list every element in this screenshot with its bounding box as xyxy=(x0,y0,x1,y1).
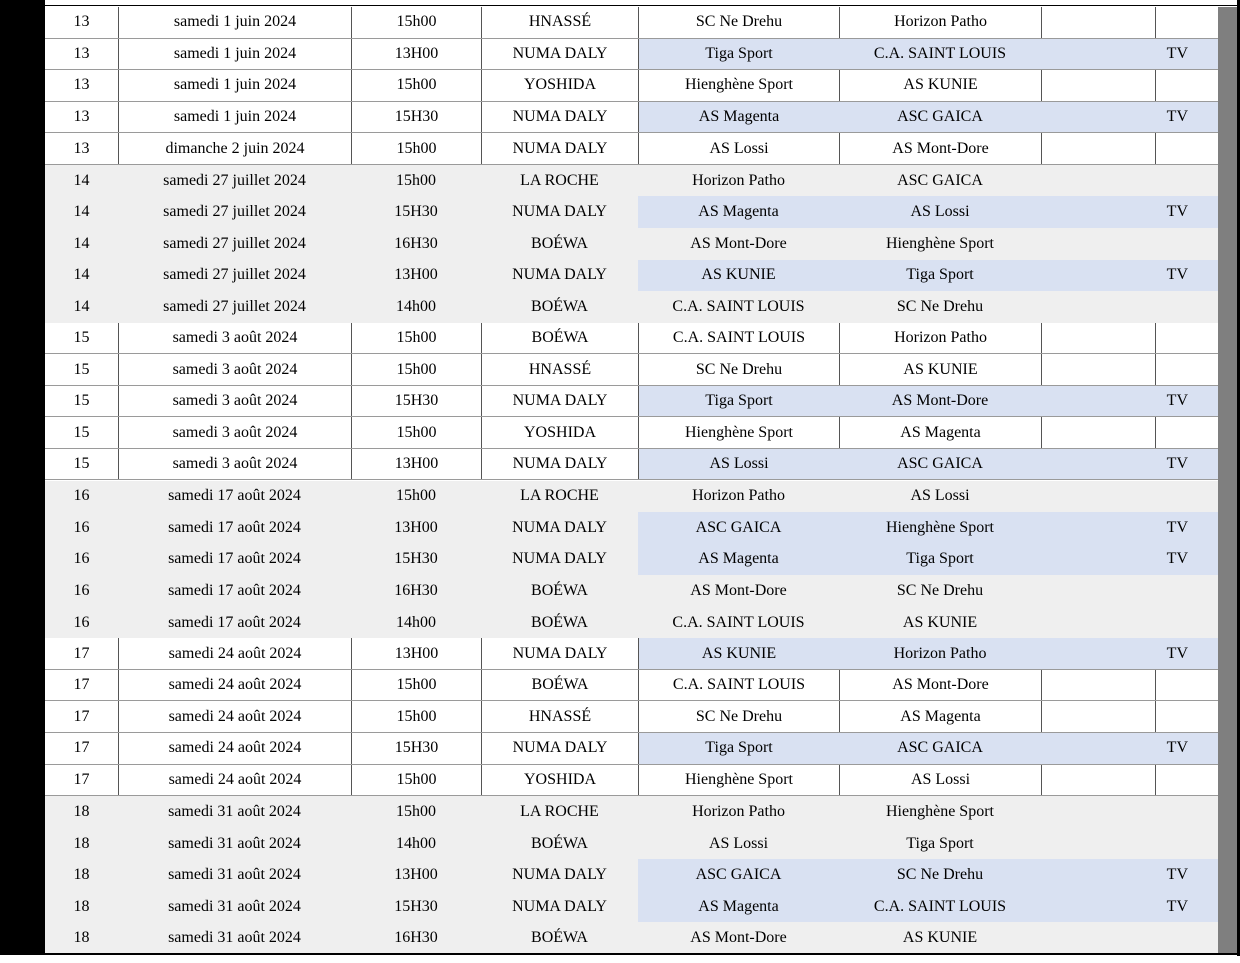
cell-away: Horizon Patho xyxy=(893,644,987,662)
cell-blank xyxy=(1041,102,1155,133)
cell-venue: BOÉWA xyxy=(531,929,588,947)
cell-home: AS Lossi xyxy=(638,449,839,480)
cell-venue: BOÉWA xyxy=(531,297,588,315)
cell-home: AS Lossi xyxy=(708,834,769,852)
cell-away: Hienghène Sport xyxy=(886,234,994,252)
cell-time: 14h00 xyxy=(396,297,436,315)
cell-round: 17 xyxy=(73,644,90,662)
cell-home: Hienghène Sport xyxy=(638,70,839,101)
cell-blank xyxy=(1041,196,1155,228)
cell-date: samedi 1 juin 2024 xyxy=(118,39,351,70)
cell-blank xyxy=(1041,323,1155,354)
table-row xyxy=(45,765,1218,797)
cell-away: AS Magenta xyxy=(839,701,1041,732)
cell-venue: NUMA DALY xyxy=(481,638,638,669)
cell-home: Horizon Patho xyxy=(692,171,785,189)
bottom-border xyxy=(0,953,1240,955)
table-row xyxy=(45,386,1218,418)
cell-blank xyxy=(1041,417,1155,448)
cell-date: dimanche 2 juin 2024 xyxy=(118,133,351,164)
cell-date: samedi 31 août 2024 xyxy=(168,929,301,947)
cell-venue: NUMA DALY xyxy=(512,550,607,568)
cell-blank xyxy=(1041,670,1155,701)
cell-round: 18 xyxy=(73,929,90,947)
cell-blank xyxy=(1041,575,1155,607)
cell-home: C.A. SAINT LOUIS xyxy=(638,323,839,354)
cell-home: SC Ne Drehu xyxy=(638,7,839,38)
cell-time: 16H30 xyxy=(394,234,438,252)
table-row xyxy=(45,544,1218,576)
table-row xyxy=(45,575,1218,607)
cell-away: AS KUNIE xyxy=(839,70,1041,101)
cell-date: samedi 3 août 2024 xyxy=(118,449,351,480)
cell-away: Tiga Sport xyxy=(906,266,974,284)
cell-time: 15h00 xyxy=(396,802,436,820)
cell-away: AS Lossi xyxy=(910,203,970,221)
cell-date: samedi 27 juillet 2024 xyxy=(163,297,306,315)
table-row xyxy=(45,481,1218,513)
table-row xyxy=(45,512,1218,544)
cell-venue: BOÉWA xyxy=(531,834,588,852)
cell-away: AS Mont-Dore xyxy=(891,392,989,410)
cell-away: AS KUNIE xyxy=(839,354,1041,385)
cell-venue: NUMA DALY xyxy=(481,733,638,764)
cell-tv: TV xyxy=(1166,518,1188,536)
cell-round: 14 xyxy=(73,203,90,221)
cell-venue: YOSHIDA xyxy=(481,765,638,796)
cell-round: 18 xyxy=(73,802,90,820)
fixtures-table xyxy=(45,7,1218,954)
cell-date: samedi 27 juillet 2024 xyxy=(163,203,306,221)
cell-home: ASC GAICA xyxy=(695,518,782,536)
cell-blank xyxy=(1041,796,1155,828)
cell-date: samedi 24 août 2024 xyxy=(118,670,351,701)
cell-date: samedi 17 août 2024 xyxy=(168,518,301,536)
cell-home: Hienghène Sport xyxy=(638,417,839,448)
cell-time: 13H00 xyxy=(351,638,481,669)
table-row xyxy=(45,670,1218,702)
cell-time: 15h00 xyxy=(351,701,481,732)
cell-home: SC Ne Drehu xyxy=(638,354,839,385)
cell-blank xyxy=(1041,512,1155,544)
cell-date: samedi 24 août 2024 xyxy=(118,701,351,732)
cell-time: 16H30 xyxy=(394,581,438,599)
cell-tv xyxy=(1155,670,1218,701)
cell-tv: TV xyxy=(1166,644,1188,662)
cell-away: SC Ne Drehu xyxy=(896,581,984,599)
cell-home: AS Mont-Dore xyxy=(690,234,787,252)
cell-venue: NUMA DALY xyxy=(512,266,607,284)
cell-blank xyxy=(1041,70,1155,101)
cell-blank xyxy=(1041,765,1155,796)
cell-time: 15H30 xyxy=(351,386,481,417)
cell-venue: NUMA DALY xyxy=(512,518,607,536)
cell-tv xyxy=(1155,922,1218,954)
cell-venue: LA ROCHE xyxy=(520,802,599,820)
cell-round: 16 xyxy=(73,487,90,505)
table-row xyxy=(45,228,1218,260)
cell-date: samedi 31 août 2024 xyxy=(168,866,301,884)
cell-blank xyxy=(1041,260,1155,292)
cell-home: Tiga Sport xyxy=(638,39,839,70)
cell-home: C.A. SAINT LOUIS xyxy=(638,670,839,701)
cell-date: samedi 17 août 2024 xyxy=(168,550,301,568)
cell-time: 13H00 xyxy=(394,518,438,536)
table-row xyxy=(45,828,1218,860)
cell-venue: NUMA DALY xyxy=(481,39,638,70)
table-row xyxy=(45,165,1218,197)
cell-round: 17 xyxy=(73,707,90,725)
cell-time: 16H30 xyxy=(394,929,438,947)
cell-round: 13 xyxy=(73,107,90,125)
cell-away: AS Lossi xyxy=(910,487,970,505)
cell-time: 15h00 xyxy=(351,70,481,101)
cell-away: Horizon Patho xyxy=(839,323,1041,354)
cell-tv: TV xyxy=(1166,739,1188,757)
cell-blank xyxy=(1041,859,1155,891)
cell-venue: HNASSÉ xyxy=(481,701,638,732)
cell-home: AS Mont-Dore xyxy=(690,929,787,947)
cell-round: 16 xyxy=(73,613,90,631)
cell-time: 14h00 xyxy=(396,613,436,631)
cell-blank xyxy=(1041,449,1155,480)
cell-blank xyxy=(1041,291,1155,323)
cell-blank xyxy=(1041,354,1155,385)
cell-home: ASC GAICA xyxy=(695,866,782,884)
cell-blank xyxy=(1041,481,1155,513)
cell-date: samedi 31 août 2024 xyxy=(168,802,301,820)
cell-blank xyxy=(1041,607,1155,639)
cell-round: 13 xyxy=(73,44,90,62)
cell-away: AS Mont-Dore xyxy=(839,133,1041,164)
cell-round: 13 xyxy=(73,76,90,94)
table-row xyxy=(45,7,1218,39)
cell-round: 15 xyxy=(73,392,90,410)
cell-time: 15H30 xyxy=(351,733,481,764)
cell-tv xyxy=(1155,481,1218,513)
cell-blank xyxy=(1041,922,1155,954)
cell-blank xyxy=(1041,828,1155,860)
cell-blank xyxy=(1041,701,1155,732)
cell-time: 15h00 xyxy=(396,171,436,189)
cell-away: ASC GAICA xyxy=(897,455,983,473)
cell-date: samedi 31 août 2024 xyxy=(168,897,301,915)
cell-round: 18 xyxy=(73,834,90,852)
cell-away: SC Ne Drehu xyxy=(896,866,984,884)
cell-time: 15h00 xyxy=(351,670,481,701)
cell-blank xyxy=(1041,228,1155,260)
cell-away: ASC GAICA xyxy=(897,739,983,757)
cell-time: 13H00 xyxy=(394,866,438,884)
cell-time: 15h00 xyxy=(351,417,481,448)
table-row xyxy=(45,796,1218,828)
cell-tv: TV xyxy=(1166,550,1188,568)
table-row xyxy=(45,449,1218,481)
cell-home: AS KUNIE xyxy=(638,638,839,669)
cell-blank xyxy=(1041,165,1155,197)
cell-date: samedi 24 août 2024 xyxy=(118,638,351,669)
left-margin-bar xyxy=(0,0,45,955)
cell-date: samedi 17 août 2024 xyxy=(168,613,301,631)
table-row xyxy=(45,39,1218,71)
cell-away: AS KUNIE xyxy=(902,613,978,631)
cell-home: AS Lossi xyxy=(638,133,839,164)
cell-venue: BOÉWA xyxy=(481,670,638,701)
cell-home: Hienghène Sport xyxy=(638,765,839,796)
cell-tv: TV xyxy=(1166,455,1188,473)
cell-venue: NUMA DALY xyxy=(512,866,607,884)
top-border xyxy=(0,5,1240,6)
table-row xyxy=(45,638,1218,670)
cell-away: SC Ne Drehu xyxy=(896,297,984,315)
cell-venue: YOSHIDA xyxy=(481,70,638,101)
cell-tv xyxy=(1155,575,1218,607)
cell-home: AS Mont-Dore xyxy=(690,581,787,599)
right-scroll-strip xyxy=(1218,7,1237,955)
cell-tv xyxy=(1155,133,1218,164)
table-row xyxy=(45,859,1218,891)
table-row xyxy=(45,291,1218,323)
cell-away: ASC GAICA xyxy=(897,107,983,125)
cell-home: AS Magenta xyxy=(698,897,779,915)
cell-away: Tiga Sport xyxy=(906,834,974,852)
cell-venue: LA ROCHE xyxy=(520,487,599,505)
cell-blank xyxy=(1041,133,1155,164)
cell-tv xyxy=(1155,607,1218,639)
table-row xyxy=(45,701,1218,733)
table-row xyxy=(45,607,1218,639)
cell-tv xyxy=(1155,323,1218,354)
cell-home: Horizon Patho xyxy=(692,487,785,505)
cell-away: AS Mont-Dore xyxy=(839,670,1041,701)
cell-away: AS Magenta xyxy=(839,417,1041,448)
cell-round: 15 xyxy=(73,360,90,378)
table-row xyxy=(45,354,1218,386)
cell-time: 15h00 xyxy=(351,133,481,164)
cell-date: samedi 27 juillet 2024 xyxy=(163,171,306,189)
cell-round: 14 xyxy=(73,266,90,284)
cell-venue: BOÉWA xyxy=(481,323,638,354)
cell-tv xyxy=(1155,796,1218,828)
cell-tv: TV xyxy=(1166,44,1188,62)
cell-away: Hienghène Sport xyxy=(886,518,994,536)
cell-round: 14 xyxy=(73,171,90,189)
cell-round: 16 xyxy=(73,550,90,568)
cell-blank xyxy=(1041,638,1155,669)
cell-time: 15h00 xyxy=(396,487,436,505)
table-row xyxy=(45,323,1218,355)
cell-away: AS KUNIE xyxy=(902,929,978,947)
table-row xyxy=(45,196,1218,228)
cell-tv: TV xyxy=(1166,392,1188,410)
cell-blank xyxy=(1041,891,1155,923)
cell-home: AS Magenta xyxy=(638,102,839,133)
table-row xyxy=(45,102,1218,134)
cell-date: samedi 27 juillet 2024 xyxy=(163,266,306,284)
cell-date: samedi 1 juin 2024 xyxy=(118,70,351,101)
cell-round: 14 xyxy=(73,297,90,315)
cell-round: 13 xyxy=(73,13,90,31)
cell-venue: BOÉWA xyxy=(531,234,588,252)
cell-venue: NUMA DALY xyxy=(481,449,638,480)
table-row xyxy=(45,733,1218,765)
cell-time: 15H30 xyxy=(351,102,481,133)
cell-tv: TV xyxy=(1166,203,1188,221)
cell-home: C.A. SAINT LOUIS xyxy=(672,613,805,631)
table-row xyxy=(45,133,1218,165)
cell-away: Horizon Patho xyxy=(839,7,1041,38)
cell-home: AS Magenta xyxy=(698,203,779,221)
cell-blank xyxy=(1041,544,1155,576)
cell-home: AS KUNIE xyxy=(701,266,776,284)
table-row xyxy=(45,260,1218,292)
cell-tv: TV xyxy=(1166,107,1188,125)
cell-away: Hienghène Sport xyxy=(886,802,994,820)
cell-date: samedi 17 août 2024 xyxy=(168,487,301,505)
cell-time: 13H00 xyxy=(394,266,438,284)
cell-tv xyxy=(1155,7,1218,38)
cell-tv xyxy=(1155,354,1218,385)
cell-home: C.A. SAINT LOUIS xyxy=(672,297,805,315)
cell-date: samedi 3 août 2024 xyxy=(118,386,351,417)
cell-away: Tiga Sport xyxy=(906,550,974,568)
cell-date: samedi 1 juin 2024 xyxy=(118,7,351,38)
cell-round: 16 xyxy=(73,581,90,599)
cell-away: AS Lossi xyxy=(839,765,1041,796)
cell-venue: NUMA DALY xyxy=(481,102,638,133)
table-row xyxy=(45,922,1218,954)
cell-round: 15 xyxy=(73,328,90,346)
cell-date: samedi 3 août 2024 xyxy=(118,323,351,354)
cell-round: 18 xyxy=(73,897,90,915)
cell-round: 17 xyxy=(73,770,90,788)
cell-date: samedi 24 août 2024 xyxy=(118,733,351,764)
cell-tv xyxy=(1155,701,1218,732)
cell-round: 14 xyxy=(73,234,90,252)
cell-venue: NUMA DALY xyxy=(481,133,638,164)
cell-time: 13H00 xyxy=(351,39,481,70)
cell-home: SC Ne Drehu xyxy=(638,701,839,732)
cell-date: samedi 27 juillet 2024 xyxy=(163,234,306,252)
cell-tv xyxy=(1155,228,1218,260)
cell-round: 15 xyxy=(73,455,90,473)
cell-venue: LA ROCHE xyxy=(520,171,599,189)
cell-round: 16 xyxy=(73,518,90,536)
cell-date: samedi 24 août 2024 xyxy=(118,765,351,796)
cell-time: 15h00 xyxy=(351,323,481,354)
cell-venue: NUMA DALY xyxy=(481,386,638,417)
cell-time: 15H30 xyxy=(394,550,438,568)
cell-venue: YOSHIDA xyxy=(481,417,638,448)
cell-tv: TV xyxy=(1166,897,1188,915)
cell-venue: NUMA DALY xyxy=(512,897,607,915)
cell-date: samedi 3 août 2024 xyxy=(118,354,351,385)
cell-home: AS Magenta xyxy=(698,550,779,568)
cell-tv xyxy=(1155,291,1218,323)
cell-away: C.A. SAINT LOUIS xyxy=(873,44,1007,62)
cell-tv xyxy=(1155,765,1218,796)
cell-away: ASC GAICA xyxy=(897,171,983,189)
cell-tv xyxy=(1155,828,1218,860)
cell-venue: BOÉWA xyxy=(531,581,588,599)
cell-tv: TV xyxy=(1166,266,1188,284)
cell-time: 15h00 xyxy=(351,7,481,38)
cell-date: samedi 3 août 2024 xyxy=(118,417,351,448)
cell-date: samedi 17 août 2024 xyxy=(168,581,301,599)
cell-date: samedi 1 juin 2024 xyxy=(118,102,351,133)
cell-date: samedi 31 août 2024 xyxy=(168,834,301,852)
cell-tv: TV xyxy=(1166,866,1188,884)
table-row xyxy=(45,417,1218,449)
cell-venue: HNASSÉ xyxy=(481,354,638,385)
cell-home: Tiga Sport xyxy=(638,733,839,764)
table-row xyxy=(45,70,1218,102)
cell-home: Tiga Sport xyxy=(638,386,839,417)
cell-time: 13H00 xyxy=(351,449,481,480)
cell-round: 15 xyxy=(73,423,90,441)
cell-time: 15h00 xyxy=(351,354,481,385)
cell-round: 17 xyxy=(73,676,90,694)
table-row xyxy=(45,891,1218,923)
cell-round: 18 xyxy=(73,866,90,884)
cell-tv xyxy=(1155,70,1218,101)
cell-round: 17 xyxy=(73,739,90,757)
cell-venue: HNASSÉ xyxy=(481,7,638,38)
cell-venue: NUMA DALY xyxy=(512,203,607,221)
cell-time: 15H30 xyxy=(394,897,438,915)
cell-blank xyxy=(1041,39,1155,70)
cell-tv xyxy=(1155,417,1218,448)
cell-round: 13 xyxy=(73,139,90,157)
cell-home: Horizon Patho xyxy=(692,802,785,820)
cell-time: 15h00 xyxy=(351,765,481,796)
cell-blank xyxy=(1041,733,1155,764)
cell-time: 14h00 xyxy=(396,834,436,852)
cell-blank xyxy=(1041,386,1155,417)
cell-venue: BOÉWA xyxy=(531,613,588,631)
cell-time: 15H30 xyxy=(394,203,438,221)
cell-blank xyxy=(1041,7,1155,38)
cell-away: C.A. SAINT LOUIS xyxy=(873,897,1007,915)
cell-tv xyxy=(1155,165,1218,197)
